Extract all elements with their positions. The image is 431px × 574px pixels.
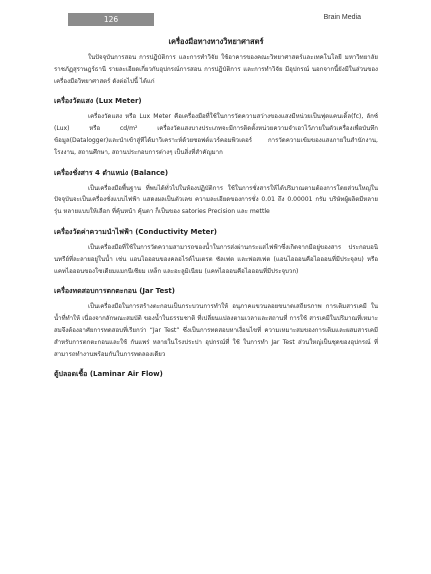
section-heading-jar-test: เครื่องทดสอบการตกตะกอน (Jar Test) xyxy=(54,287,175,296)
intro-paragraph: ในปัจจุบันการสอน การปฏิบัติการ และการทำวิจัย ใช้อาคารของคณะวิทยาศาสตร์และเทคโนโลยี มหาวิทยาลัยราชภัฏสุราษฎร์ธานี รายละเอียดเกี่ยวกับอุปกรณ์การสอน การปฏิบัติการ และการทำวิจัย มีอุปกรณ์ นอกจากนี้ยังมีในส่วนของ เครื่องมือวิทยาศาสตร์ ดังต่อไปนี้ ได้แก่ xyxy=(54,54,378,85)
publisher-name: Brain Media xyxy=(323,14,361,21)
page-header xyxy=(0,0,431,40)
section-body-conductivity-meter: เป็นเครื่องมือที่ใช้ในการวัดความสามารถของน้ำในการส่งผ่านกระแสไฟฟ้าซึ่งเกิดจากมีอยู่ของสาร ประกอบอนินทรีย์ที่ละลายอยู่ในน้ำ เช่น แอนไอออนของคลอไรด์ไนเตรต ซัลเฟต และฟอสเฟต (แอนไอออนคือไอออนที่มีประจุลบ) หรือ แคทไอออนของโซเดียมแมกนีเซียม เหล็ก และอะลูมิเนียม (แคทไอออนคือไอออนที่มีประจุบวก) xyxy=(54,243,378,275)
page-number: 126 xyxy=(68,13,154,26)
document-title: เครื่องมือทางทางวิทยาศาสตร์ xyxy=(168,37,264,46)
page-content xyxy=(54,36,378,384)
section-body-jar-test: เป็นเครื่องมือในการสร้างตะกอนเป็นกระบวนการทำให้ อนุภาคแขวนลอยขนาดเสถียรภาพ การเติมสารเคมี ในน้ำที่ทำให้ เนื่องจากลักษณะสมบัติ ของน้ำในธรรมชาติ ที่เปลี่ยนแปลงตามเวลาและสถานที่ การใช้ สารเคมีในปริมาณที่เหมาะสมจึงต้องอาศัยการทดสอบที่เรียกว่า “Jar Test” ซึ่งเป็นการทดสอบหาเงื่อนไขที่ ความเหมาะสมของการเติมและผสมสารเคมี สำหรับการตกตะกอนและใช้ กันแพร่ หลายในโรงประปา อุปกรณ์ที่ ใช้ ในการทำ Jar Test ส่วนใหญ่เป็นชุดของอุปกรณ์ ที่สามารถทำงานพร้อมกันในการทดลองเดียว xyxy=(54,303,378,358)
section-heading-conductivity-meter: เครื่องวัดค่าความนำไฟฟ้า (Conductivity Meter) xyxy=(54,227,218,236)
section-heading-balance: เครื่องชั่งสาร 4 ตำแหน่ง (Balance) xyxy=(54,168,169,177)
section-heading-lux-meter: เครื่องวัดแสง (Lux Meter) xyxy=(54,97,142,106)
section-heading-laminar-air-flow: ตู้ปลอดเชื้อ (Laminar Air Flow) xyxy=(54,370,163,379)
section-body-balance: เป็นเครื่องมือพื้นฐาน ที่พบได้ทั่วไปในห้องปฏิบัติการ ใช้ในการชั่งสารให้ได้ปริมาณตามต้องการโดยส่วนใหญ่ในปัจจุบันจะเป็นเครื่องชั่งแบบไฟฟ้า แสดงผลเป็นตัวเลข ความละเอียดของการชั่ง 0.01 ถึง 0.00001 กรัม บริษัทผู้ผลิตมีหลายรุ่น หลายแบบให้เลือก ที่คุ้นหน้า คุ้นตา ก็เป็นของ satories Precision และ mettle xyxy=(54,184,378,216)
section-body-lux-meter: เครื่องวัดแสง หรือ Lux Meter คือเครื่องมือที่ใช้ในการวัดความสว่างของแสงมีหน่วยเป็นฟุตแคนเดิ้ล(fc), ลักซ์ (Lux) หรือ cd/m² เครื่องวัดแสงบางประเภทจะมีการติดตั้งหน่วยความจำเอาไว้ภายในตัวเครื่องเพื่อบันทึกข้อมูล(Datalogger)และนำเข้าสู่ทีได้มาวิเคราะห์ด้วยซอฟต์แวร์คอมพิวเตอร์ การวัดความเข้มของแสงภายในสำนักงาน, โรงงาน, สถานศึกษา, สถานประกอบการต่างๆ เป็นสิ่งที่สำคัญมาก xyxy=(54,113,378,156)
